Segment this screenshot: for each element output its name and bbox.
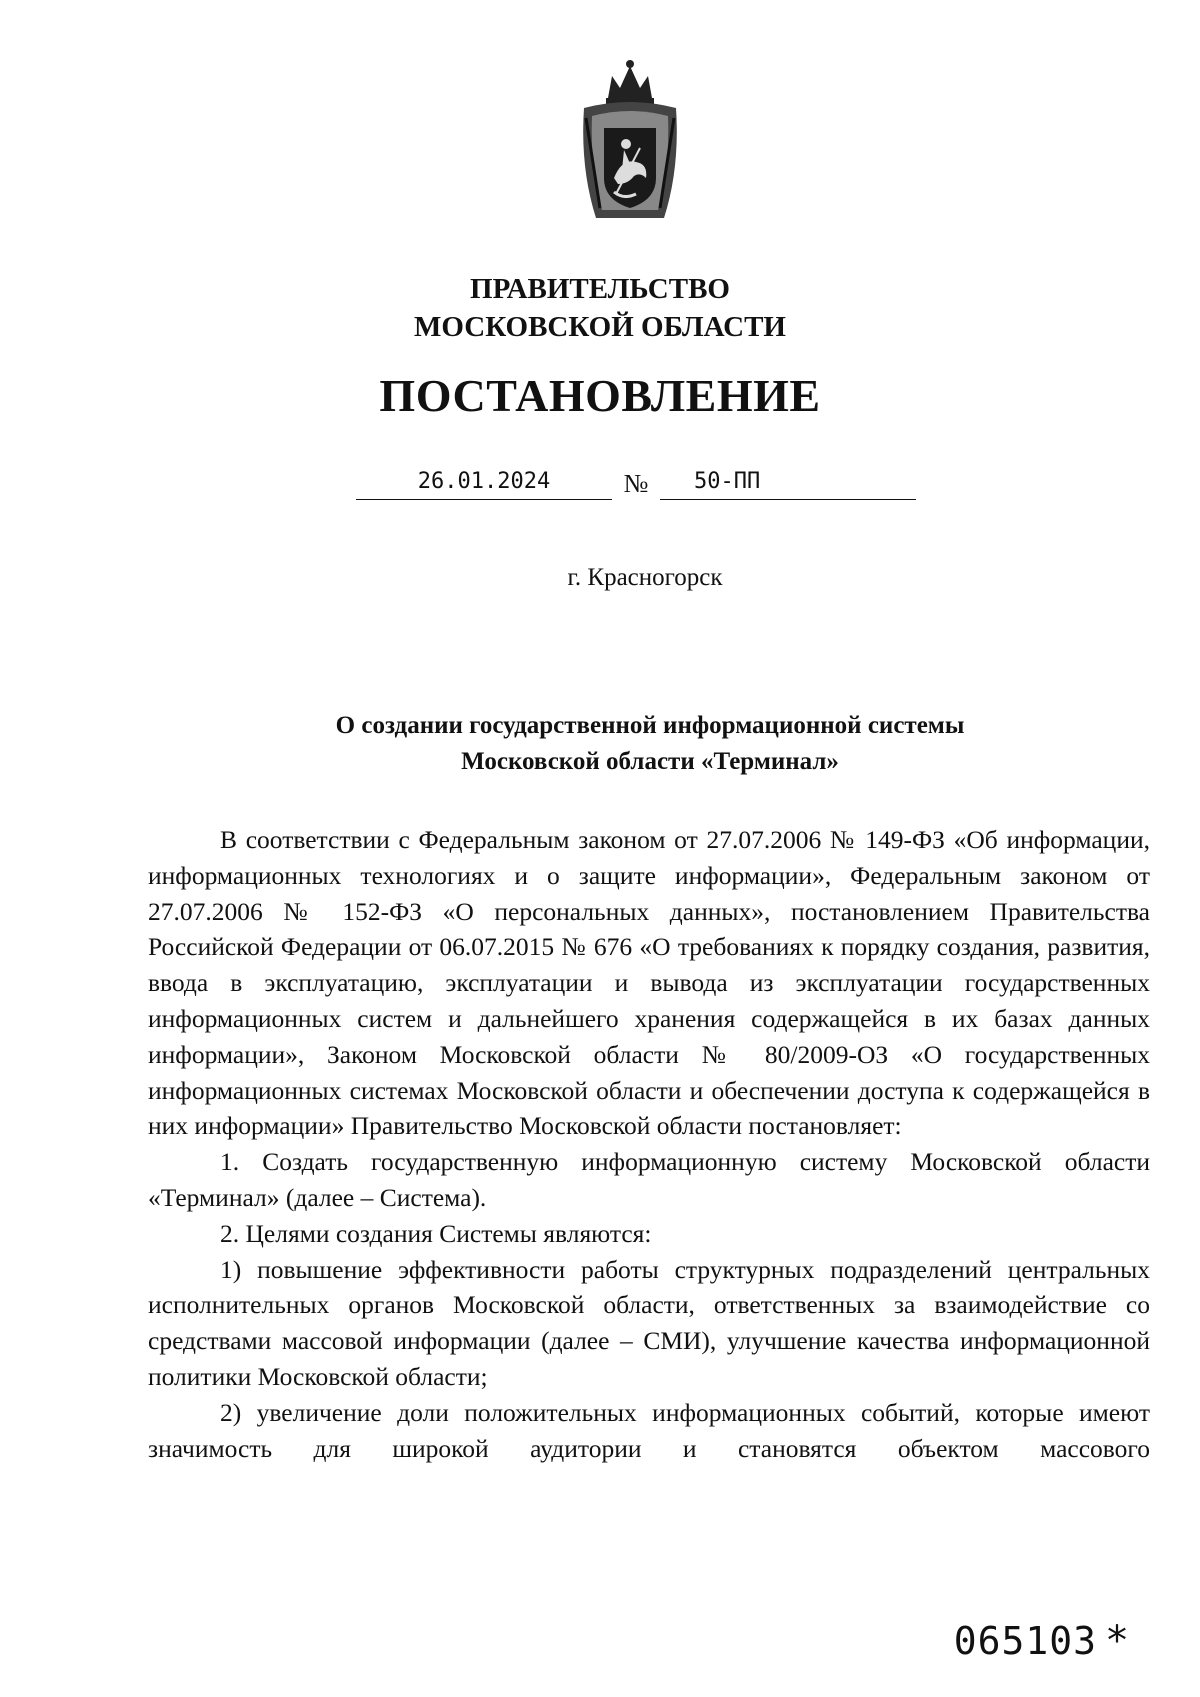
moscow-region-coat-of-arms-icon [570,58,690,228]
title-line-2: Московской области «Терминал» [461,748,839,775]
city: г. Красногорск [567,564,723,591]
date-number-line [356,465,916,505]
document-date: 26.01.2024 [356,465,612,500]
coat-of-arms-emblem [570,58,690,228]
document-type: ПОСТАНОВЛЕНИЕ [379,370,821,421]
authority-line-1: ПРАВИТЕЛЬСТВО [470,273,730,305]
document-number: 50-ПП [694,469,761,494]
serial-number [954,1618,1128,1664]
authority-line-2: МОСКОВСКОЙ ОБЛАСТИ [413,311,786,343]
body-paragraph-preamble: В соответствии с Федеральным законом от 27.07.2006 № 149-ФЗ «Об информации, информационных технологиях и о защите информации», Федеральным законом от 27.07.2006 № 152-ФЗ «О персональных данных», постановлением Правительства Российской Федерации от 06.07.2015 № 676 «О требованиях к порядку создания, развития, ввода в эксплуатацию, эксплуатации и вывода из эксплуатации государственных информационных систем и дальнейшего хранения содержащейся в их базах данных информации», Законом Московской области № 80/2009-ОЗ «О государственных информационных системах Московской области и обеспечении доступа к содержащейся в них информации» Правительство Московской области постановляет: [148,825,1150,1141]
body-paragraph-subitem-1: 1) повышение эффективности работы структурных подразделений центральных исполнительных органов Московской области, ответственных за взаимодействие со средствами массовой информации (далее – СМИ), улучшение качества информационной политики Московской области; [148,1254,1150,1391]
issuing-authority [0,270,1200,346]
body-paragraph-item-2: 2. Целями создания Системы являются: [220,1218,652,1248]
star-mark: * [1107,1618,1128,1664]
document-title [0,708,1200,780]
title-line-1: О создании государственной информационной системы [335,712,965,739]
document-body [148,822,1150,1466]
document-number-field [660,465,916,500]
body-paragraph-subitem-2: 2) увеличение доли положительных информационных событий, которые имеют значимость для широкой аудитории и становятся объектом массового [148,1397,1150,1463]
number-sign: № [623,469,649,498]
serial-digits: 065103 [953,1619,1097,1663]
body-paragraph-item-1: 1. Создать государственную информационную систему Московской области «Терминал» (далее – Система). [148,1147,1150,1212]
